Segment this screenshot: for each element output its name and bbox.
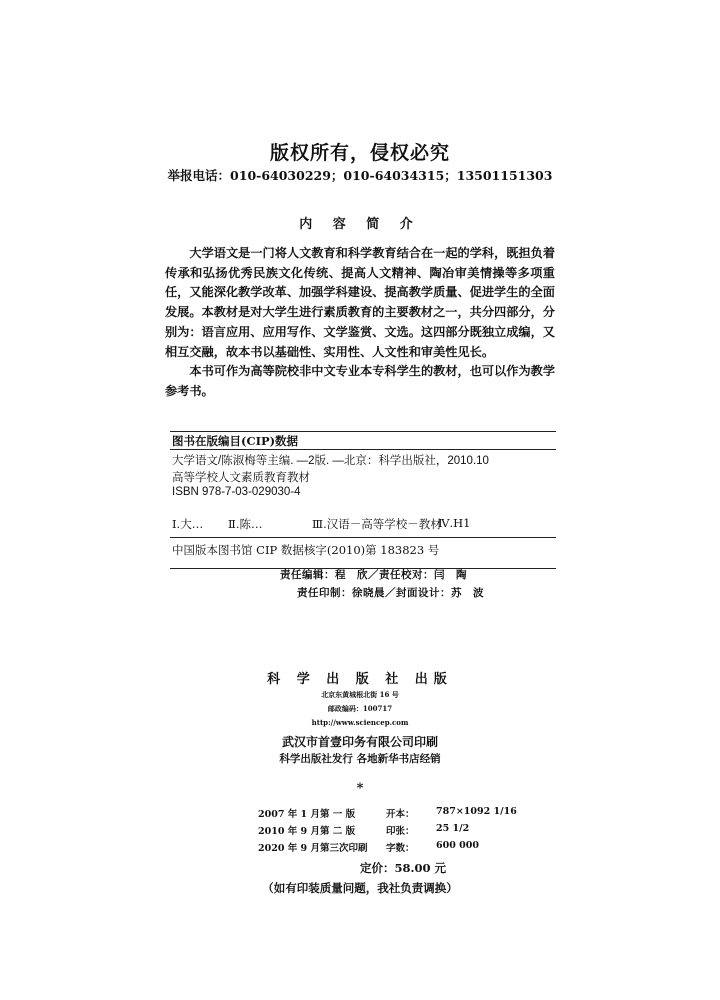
cip-title: 图书在版编目(CIP)数据 xyxy=(172,434,299,448)
cip-verification: 中国版本图书馆 CIP 数据核字(2010)第 183823 号 xyxy=(172,543,440,557)
editor-credits: 责任编辑：程 欣／责任校对：闫 陶 xyxy=(280,569,467,581)
edition-label: 字数： xyxy=(386,843,415,854)
classification-item: Ⅱ.陈… xyxy=(228,517,263,531)
cip-data-box xyxy=(170,431,556,569)
summary-heading: 内 容 简 介 xyxy=(299,217,421,232)
edition-row xyxy=(258,840,518,857)
classification-item: Ⅰ.大… xyxy=(172,517,204,531)
classification-item: Ⅳ.H1 xyxy=(438,516,471,530)
publisher-postcode: 邮政编码：100717 xyxy=(327,704,393,713)
edition-row xyxy=(258,823,518,840)
publisher-name: 科 学 出 版 社 出版 xyxy=(267,672,453,687)
edition-value: 787×1092 1/16 xyxy=(436,806,517,817)
classification-item: Ⅲ.汉语－高等学校－教材 xyxy=(312,517,442,531)
report-phone: 举报电话：010-64030229；010-64034315；13501151303 xyxy=(167,168,553,183)
price: 定价：58.00 元 xyxy=(360,861,447,875)
edition-date: 2020 年 9 月第三次印刷 xyxy=(258,843,368,854)
summary-paragraph: 本书可作为高等院校非中文专业本专科学生的教材，也可以作为教学参考书。 xyxy=(165,364,556,398)
summary-body xyxy=(165,244,555,402)
edition-value: 25 1/2 xyxy=(436,823,470,834)
publisher-url: http://www.sciencep.com xyxy=(311,718,409,727)
edition-value: 600 000 xyxy=(436,840,479,851)
summary-paragraph: 大学语文是一门将人文教育和科学教育结合在一起的学科，既担负着传承和弘扬优秀民族文化传统、提高人文精神、陶冶审美情操等多项重任，又能深化教学改革、加强学科建设、提高教学质量、促进学生的全面发展。本教材是对大学生进行素质教育的主要教材之一，共分四部分，分别为：语言应用、应用写作、文学鉴赏、文选。这四部分既独立成编，又相互交融，故本书以基础性、实用性、人文性和审美性见长。 xyxy=(165,246,556,359)
edition-table xyxy=(258,806,518,857)
cip-line: 大学语文/陈淑梅等主编. —2版. —北京：科学出版社，2010.10 xyxy=(172,455,489,467)
edition-row xyxy=(258,806,518,823)
distributor: 科学出版社发行 各地新华书店经销 xyxy=(279,753,441,765)
copyright-title: 版权所有，侵权必究 xyxy=(269,142,450,164)
cip-line: 高等学校人文素质教育教材 xyxy=(172,472,310,484)
quality-notice: （如有印装质量问题，我社负责调换） xyxy=(262,881,458,895)
edition-label: 印张： xyxy=(386,826,415,837)
editor-credits: 责任印制：徐晓晨／封面设计：苏 波 xyxy=(297,587,484,599)
separator-asterisk: * xyxy=(356,781,364,796)
printer: 武汉市首壹印务有限公司印刷 xyxy=(281,735,438,749)
cip-divider xyxy=(170,537,556,538)
edition-date: 2007 年 1 月第 一 版 xyxy=(258,809,356,820)
cip-divider xyxy=(170,449,556,450)
edition-label: 开本： xyxy=(386,809,415,820)
publisher-address: 北京东黄城根北街 16 号 xyxy=(321,690,399,699)
cip-line: ISBN 978-7-03-029030-4 xyxy=(172,486,301,498)
edition-date: 2010 年 9 月第 二 版 xyxy=(258,826,356,837)
